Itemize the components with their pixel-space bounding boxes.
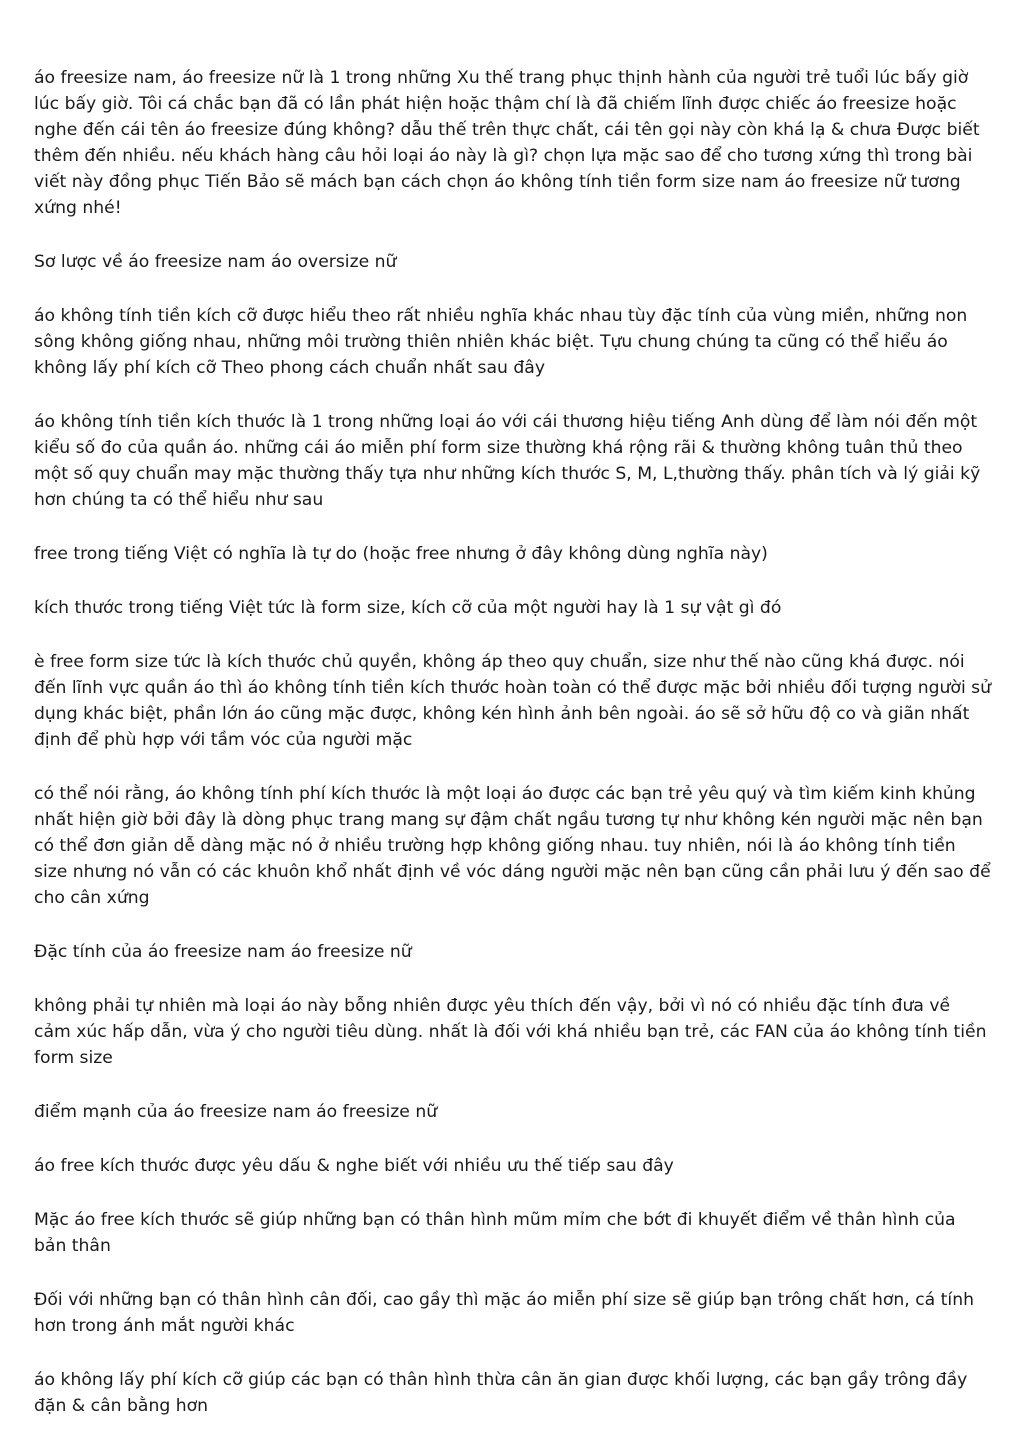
paragraph: Mặc áo free kích thước sẽ giúp những bạn có thân hình mũm mỉm che bớt đi khuyết điểm về thân hình của bản thân [34,1210,956,1256]
paragraph: có thể nói rằng, áo không tính phí kích thước là một loại áo được các bạn trẻ yêu quý và tìm kiếm kinh khủng nhất hiện giờ bởi đây là dòng phục trang mang sự đậm chất ngầu tương tự như không kén người mặc nên bạn có thể đơn giản dễ dàng mặc nó ở nhiều trường hợp không giống nhau. tuy nhiên, nói là áo không tính tiền size nhưng nó vẫn có các khuôn khổ nhất định về vóc dáng người mặc nên bạn cũng cần phải lưu ý đến sao để cho cân xứng [34,784,991,908]
paragraph: áo free kích thước được yêu dấu & nghe biết với nhiều ưu thế tiếp sau đây [34,1156,674,1176]
paragraph: áo không lấy phí kích cỡ giúp các bạn có thân hình thừa cân ăn gian được khối lượng, các bạn gầy trông đầy đặn & cân bằng hơn [34,1370,968,1416]
paragraph: è free form size tức là kích thước chủ quyền, không áp theo quy chuẩn, size như thế nào cũng khá được. nói đến lĩnh vực quần áo thì áo không tính tiền kích thước hoàn toàn có thể được mặc bởi nhiều đối tượng người sử dụng khác biệt, phần lớn áo cũng mặc được, không kén hình ảnh bên ngoài. áo sẽ sở hữu độ co và giãn nhất định để phù hợp với tầm vóc của người mặc [34,652,992,750]
paragraph-intro: áo freesize nam, áo freesize nữ là 1 trong những Xu thế trang phục thịnh hành của người trẻ tuổi lúc bấy giờ lúc bấy giờ. Tôi cá chắc bạn đã có lần phát hiện hoặc thậm chí là đã chiếm lĩnh được chiếc áo freesize hoặc nghe đến cái tên áo freesize đúng không? dẫu thế trên thực chất, cái tên gọi này còn khá lạ & chưa Được biết thêm đến nhiều. nếu khách hàng câu hỏi loại áo này là gì? chọn lựa mặc sao để cho tương xứng thì trong bài viết này đồng phục Tiến Bảo sẽ mách bạn cách chọn áo không tính tiền form size nam áo freesize nữ tương xứng nhé! [34,68,980,218]
paragraph: free trong tiếng Việt có nghĩa là tự do (hoặc free nhưng ở đây không dùng nghĩa này) [34,544,768,564]
paragraph: Đối với những bạn có thân hình cân đối, cao gầy thì mặc áo miễn phí size sẽ giúp bạn trông chất hơn, cá tính hơn trong ánh mắt người khác [34,1290,974,1336]
section-heading-overview: Sơ lược về áo freesize nam áo oversize nữ [34,252,397,272]
paragraph: áo không tính tiền kích thước là 1 trong những loại áo với cái thương hiệu tiếng Anh dùng để làm nói đến một kiểu số đo của quần áo. những cái áo miễn phí form size thường khá rộng rãi & thường không tuân thủ theo một số quy chuẩn may mặc thường thấy tựa như những kích thước S, M, L,thường thấy. phân tích và lý giải kỹ hơn chúng ta có thể hiểu như sau [34,412,981,510]
section-heading-strengths: điểm mạnh của áo freesize nam áo freesize nữ [34,1102,438,1122]
paragraph: kích thước trong tiếng Việt tức là form size, kích cỡ của một người hay là 1 sự vật gì đó [34,598,782,618]
paragraph: không phải tự nhiên mà loại áo này bỗng nhiên được yêu thích đến vậy, bởi vì nó có nhiều đặc tính đưa về cảm xúc hấp dẫn, vừa ý cho người tiêu dùng. nhất là đối với khá nhiều bạn trẻ, các FAN của áo không tính tiền form size [34,996,987,1068]
document-body [34,65,992,1447]
section-heading-characteristics: Đặc tính của áo freesize nam áo freesize nữ [34,942,412,962]
paragraph: áo không tính tiền kích cỡ được hiểu theo rất nhiều nghĩa khác nhau tùy đặc tính của vùng miền, những non sông không giống nhau, những môi trường thiên nhiên khác biệt. Tựu chung chúng ta cũng có thể hiểu áo không lấy phí kích cỡ Theo phong cách chuẩn nhất sau đây [34,306,968,378]
